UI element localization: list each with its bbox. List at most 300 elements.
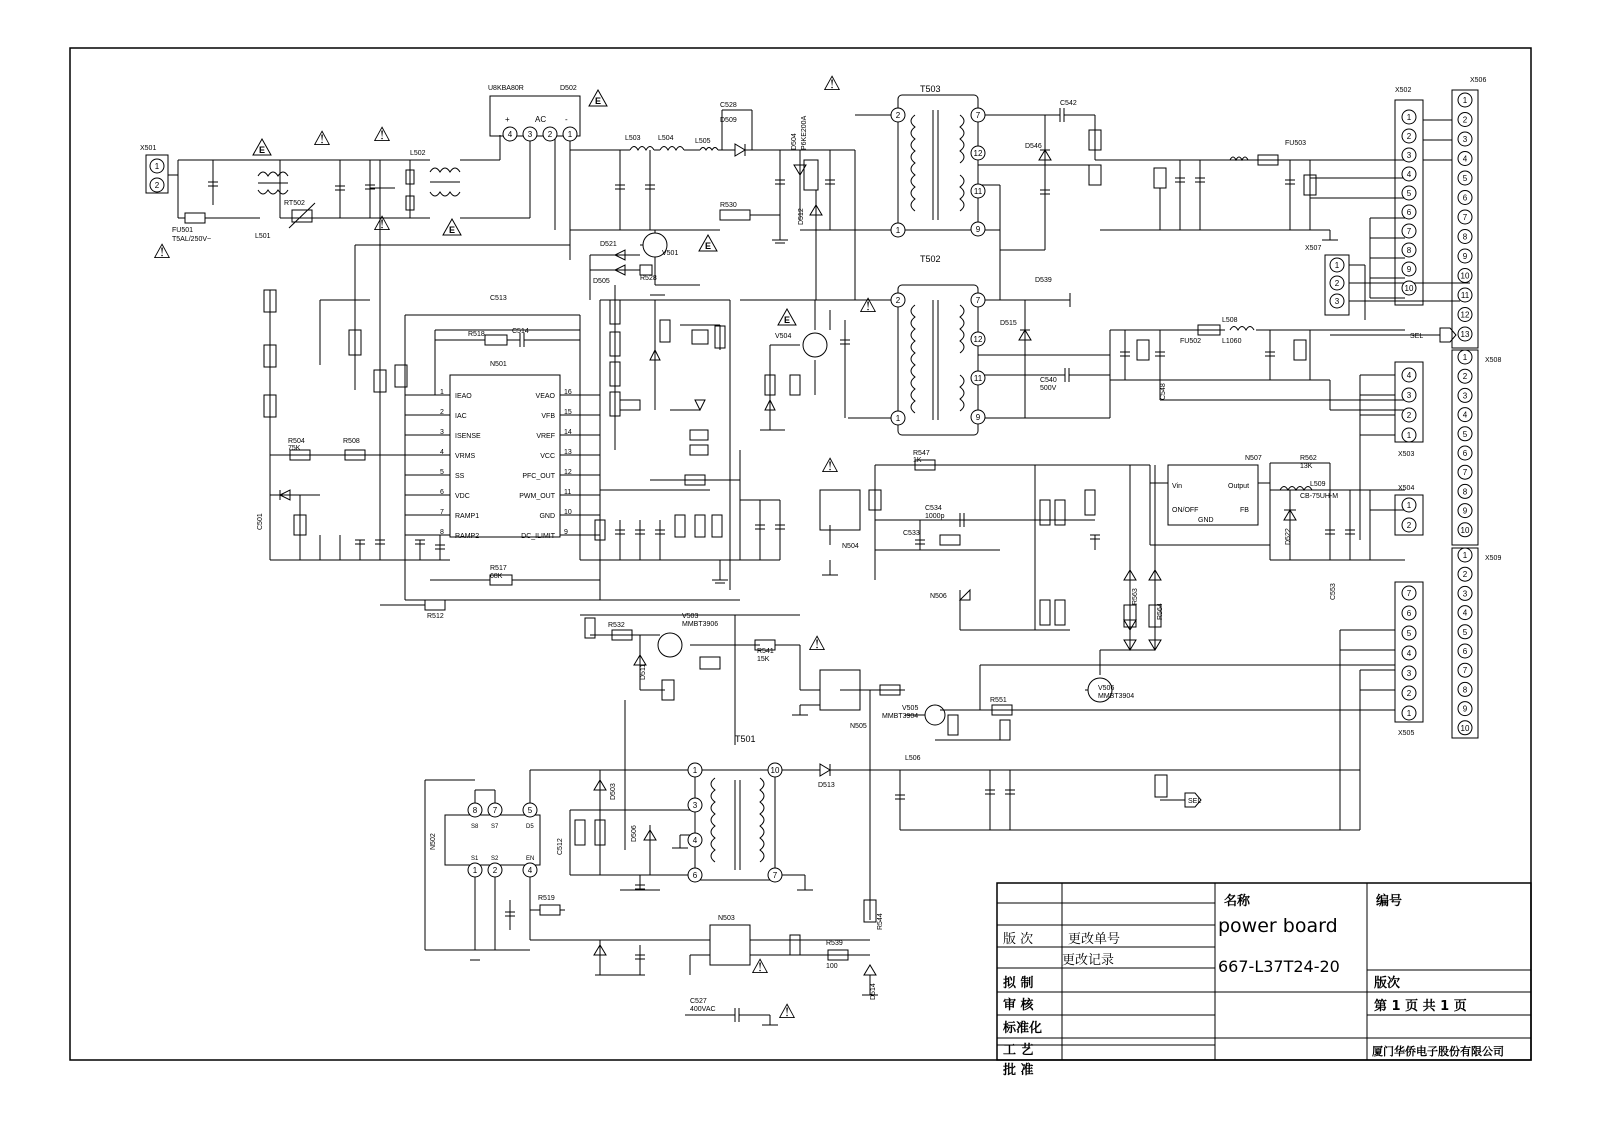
- x502-pin-1: [1402, 110, 1416, 124]
- label-r539-val: 100: [826, 963, 838, 970]
- x509-pin-1: [1458, 548, 1472, 562]
- x508-pin-9: [1458, 504, 1472, 518]
- label-x502: X502: [1395, 87, 1412, 94]
- label-c527-val: 400VAC: [690, 1006, 716, 1013]
- x506-pin-10: [1458, 269, 1472, 283]
- svg-text:10: 10: [1460, 271, 1470, 281]
- svg-text:6: 6: [1462, 647, 1468, 656]
- svg-text:2: 2: [1406, 132, 1412, 141]
- svg-text:E: E: [594, 96, 602, 106]
- t503-right-pin-7: [971, 108, 985, 122]
- label-d522: D522: [1285, 528, 1292, 545]
- label-r512: R512: [427, 613, 444, 620]
- x507-pin-1: [1330, 258, 1344, 272]
- svg-text:S8: S8: [471, 824, 479, 830]
- svg-text:3: 3: [1462, 589, 1468, 599]
- svg-text:1: 1: [1462, 96, 1468, 105]
- x503-pin-3: [1402, 388, 1416, 402]
- x508-pin-6: [1458, 446, 1472, 460]
- label-c528: C528: [720, 102, 737, 109]
- n501-pin-name: VREF: [536, 433, 555, 440]
- label-n507-out: Output: [1228, 483, 1250, 490]
- label-d504-val: P6KE200A: [801, 115, 808, 150]
- x502-pin-6: [1402, 205, 1416, 219]
- label-r517-val: 68K: [490, 573, 503, 580]
- label-d502: D502: [560, 85, 577, 92]
- label-x508: X508: [1485, 357, 1502, 364]
- x508-pin-7: [1458, 465, 1472, 479]
- label-d511: D511: [640, 663, 647, 680]
- svg-text:D5: D5: [526, 824, 534, 830]
- label-r504: R504: [288, 438, 305, 445]
- t501-right-pin-10: [768, 763, 782, 777]
- x502-pin-8: [1402, 243, 1416, 257]
- svg-text:8: 8: [1462, 487, 1468, 497]
- label-d503: D503: [610, 783, 617, 800]
- svg-text:2: 2: [1406, 411, 1412, 420]
- label-c548: C548: [1160, 383, 1167, 400]
- t501-left-pin-4: [688, 833, 702, 847]
- x502-pin-7: [1402, 224, 1416, 238]
- t502-right-pin-9: [971, 410, 985, 424]
- x503-pin-4: [1402, 368, 1416, 382]
- t502-right-pin-11: [971, 371, 985, 385]
- n501-pin-num: 16: [564, 389, 572, 396]
- label-r530: R530: [720, 202, 737, 209]
- label-v506: V506: [1098, 685, 1115, 692]
- label-n502: N502: [430, 833, 437, 850]
- n501-pin-num: 3: [440, 429, 444, 436]
- label-n507: N507: [1245, 455, 1262, 462]
- n501-pin-name: ISENSE: [455, 433, 481, 440]
- svg-text:6: 6: [1406, 609, 1412, 618]
- bridge-pin-2: [543, 127, 557, 141]
- svg-text:2: 2: [1406, 521, 1412, 530]
- svg-text:3: 3: [1406, 669, 1412, 678]
- svg-text:5: 5: [1462, 627, 1468, 637]
- warning-icon: ⚠: [153, 241, 171, 263]
- label-fu501-rating: T5AL/250V~: [172, 236, 212, 243]
- x506-pin-5: [1458, 171, 1472, 185]
- x509-pin-2: [1458, 567, 1472, 581]
- warning-icon: ⚠: [823, 73, 841, 95]
- svg-text:9: 9: [1462, 506, 1468, 516]
- svg-text:S2: S2: [491, 856, 499, 862]
- label-x507: X507: [1305, 245, 1322, 252]
- tb-row-approve: 批 准: [1003, 1063, 1034, 1078]
- svg-text:2: 2: [547, 130, 553, 139]
- svg-text:12: 12: [973, 335, 983, 344]
- x508-pin-1: [1458, 350, 1472, 364]
- label-c514: C514: [512, 328, 529, 335]
- x506-pin-13: [1458, 327, 1472, 341]
- label-r508: R508: [343, 438, 360, 445]
- svg-text:7: 7: [1462, 213, 1468, 222]
- label-c512: C512: [557, 838, 564, 855]
- x509-pin-7: [1458, 663, 1472, 677]
- svg-text:2: 2: [1334, 279, 1340, 288]
- svg-text:EN: EN: [526, 856, 535, 862]
- n501-pin-name: PFC_OUT: [522, 473, 555, 480]
- n501-pin-name: VDC: [455, 493, 470, 500]
- label-sel-1: SEL: [1410, 333, 1424, 340]
- svg-text:11: 11: [1460, 291, 1470, 300]
- x502-pin-2: [1402, 129, 1416, 143]
- n501-pin-num: 5: [440, 469, 444, 476]
- svg-text:1: 1: [1334, 261, 1340, 270]
- svg-text:E: E: [783, 315, 791, 325]
- svg-text:S7: S7: [491, 824, 499, 830]
- label-t503: T503: [920, 84, 941, 94]
- x501-pin-2: [150, 178, 164, 192]
- label-l508-val: L1060: [1222, 338, 1242, 345]
- bridge-pin-3: [523, 127, 537, 141]
- svg-text:E: E: [258, 145, 266, 155]
- svg-text:4: 4: [1462, 608, 1468, 618]
- svg-text:7: 7: [975, 111, 981, 120]
- svg-text:5: 5: [1462, 174, 1468, 183]
- svg-text:E: E: [448, 225, 456, 235]
- x502-pin-3: [1402, 148, 1416, 162]
- tb-version-label: 版次: [1374, 976, 1401, 991]
- warning-icon: ⚠: [373, 124, 391, 146]
- x503-pin-1: [1402, 428, 1416, 442]
- svg-text:5: 5: [527, 806, 533, 815]
- svg-text:10: 10: [1460, 525, 1470, 535]
- x502-pin-10: [1402, 281, 1416, 295]
- label-l509: L509: [1310, 481, 1326, 488]
- warning-icon: ⚠: [373, 213, 391, 235]
- warning-icon: ⚠: [751, 956, 769, 978]
- svg-text:3: 3: [1406, 391, 1412, 400]
- x506-pin-12: [1458, 308, 1472, 322]
- svg-text:2: 2: [492, 866, 498, 875]
- svg-text:4: 4: [1406, 371, 1412, 380]
- tb-number-label: 编号: [1376, 894, 1403, 909]
- t503-left-pin-2: [891, 108, 905, 122]
- label-n505: N505: [850, 723, 867, 730]
- x509-pin-3: [1458, 586, 1472, 600]
- label-c540: C540: [1040, 377, 1057, 384]
- label-r541-val: 15K: [757, 656, 770, 663]
- svg-text:12: 12: [1460, 310, 1470, 320]
- n501-pin-num: 7: [440, 509, 444, 516]
- svg-text:E: E: [704, 241, 712, 251]
- svg-text:3: 3: [1406, 151, 1412, 160]
- svg-text:2: 2: [154, 181, 160, 190]
- label-x505: X505: [1398, 730, 1415, 737]
- label-t501: T501: [735, 734, 756, 744]
- n501-pin-name: RAMP2: [455, 533, 480, 540]
- n501-pin-name: RAMP1: [455, 513, 480, 520]
- label-c542: C542: [1060, 100, 1077, 107]
- svg-text:6: 6: [1406, 208, 1412, 217]
- t502-left-pin-2: [891, 293, 905, 307]
- x506-pin-7: [1458, 210, 1472, 224]
- label-rt502: RT502: [284, 200, 305, 207]
- label-fu503: FU503: [1285, 140, 1307, 147]
- label-d505: D505: [593, 278, 610, 285]
- label-r547: R547: [913, 450, 930, 457]
- x508-pin-10: [1458, 523, 1472, 537]
- t503-left-pin-1: [891, 223, 905, 237]
- t502-right-pin-12: [971, 332, 985, 346]
- n501-pin-num: 12: [564, 469, 572, 476]
- svg-text:1: 1: [692, 766, 698, 775]
- label-r541: R541: [757, 648, 774, 655]
- x502-pin-9: [1402, 262, 1416, 276]
- label-n504: N504: [842, 543, 859, 550]
- tb-page-info: 第 1 页 共 1 页: [1374, 999, 1467, 1014]
- tb-col-version: 版 次: [1003, 932, 1034, 947]
- svg-text:2: 2: [895, 111, 901, 120]
- t503-right-pin-11: [971, 184, 985, 198]
- label-d512: D512: [798, 208, 805, 225]
- label-n507-fb: FB: [1240, 507, 1249, 514]
- x509-pin-10: [1458, 721, 1472, 735]
- x506-pin-4: [1458, 152, 1472, 166]
- x506-pin-1: [1458, 93, 1472, 107]
- svg-text:4: 4: [527, 866, 533, 875]
- label-c534: C534: [925, 505, 942, 512]
- x502-pin-4: [1402, 167, 1416, 181]
- x508-pin-8: [1458, 484, 1472, 498]
- x509-pin-9: [1458, 702, 1472, 716]
- svg-text:1: 1: [1462, 353, 1468, 362]
- warning-icon: ⚠: [778, 1001, 796, 1023]
- svg-text:1: 1: [895, 414, 901, 423]
- svg-text:1: 1: [567, 130, 573, 139]
- x505-pin-4: [1402, 646, 1416, 660]
- label-bridge-part: U8KBA80R: [488, 85, 524, 92]
- label-x503: X503: [1398, 451, 1415, 458]
- label-d546: D546: [1025, 143, 1042, 150]
- svg-text:5: 5: [1406, 189, 1412, 198]
- label-sel-2: SEL: [1188, 798, 1202, 805]
- n501-pin-num: 6: [440, 489, 444, 496]
- x508-pin-3: [1458, 388, 1472, 402]
- label-n501: N501: [490, 361, 507, 368]
- tb-name-label: 名称: [1224, 894, 1251, 909]
- warning-icon: ⚠: [808, 633, 826, 655]
- label-r532: R532: [608, 622, 625, 629]
- x503-pin-2: [1402, 408, 1416, 422]
- label-l502: L502: [410, 150, 426, 157]
- label-x504: X504: [1398, 485, 1415, 492]
- label-fu502: FU502: [1180, 338, 1202, 345]
- x505-pin-6: [1402, 606, 1416, 620]
- n501-pin-name: SS: [455, 473, 465, 480]
- svg-text:11: 11: [973, 374, 983, 383]
- svg-text:S1: S1: [471, 856, 479, 862]
- label-r517: R517: [490, 565, 507, 572]
- svg-text:10: 10: [770, 766, 780, 775]
- label-v503: V503: [682, 613, 699, 620]
- label-r563: R563: [1132, 588, 1139, 605]
- label-r528: R528: [640, 275, 657, 282]
- label-c527: C527: [690, 998, 707, 1005]
- label-d506: D506: [631, 825, 638, 842]
- svg-text:12: 12: [973, 149, 983, 158]
- label-v504: V504: [775, 333, 792, 340]
- warning-icon: ⚠: [313, 128, 331, 150]
- svg-text:8: 8: [1462, 232, 1468, 242]
- svg-text:1: 1: [472, 866, 478, 875]
- t502-left-pin-1: [891, 411, 905, 425]
- tb-row-draft: 拟 制: [1003, 976, 1034, 991]
- label-r518: R518: [468, 331, 485, 338]
- label-v501: V501: [662, 250, 679, 257]
- n501-pin-num: 9: [564, 529, 568, 536]
- label-l505: L505: [695, 138, 711, 145]
- x506-pin-2: [1458, 113, 1472, 127]
- warning-icon: ⚠: [821, 455, 839, 477]
- label-l503: L503: [625, 135, 641, 142]
- n501-pin-num: 10: [564, 509, 572, 516]
- n501-pin-name: VEAO: [535, 393, 555, 400]
- svg-text:7: 7: [1406, 227, 1412, 236]
- svg-text:6: 6: [692, 871, 698, 880]
- n501-pin-name: PWM_OUT: [519, 493, 555, 500]
- svg-text:9: 9: [1406, 265, 1412, 274]
- n501-pin-name: GND: [539, 513, 555, 520]
- label-fu501: FU501: [172, 227, 194, 234]
- n501-pin-name: VRMS: [455, 453, 476, 460]
- x505-pin-5: [1402, 626, 1416, 640]
- svg-text:3: 3: [692, 801, 698, 810]
- svg-text:2: 2: [1462, 372, 1468, 382]
- n501-pin-num: 15: [564, 409, 572, 416]
- x505-pin-1: [1402, 706, 1416, 720]
- label-n507-vin: Vin: [1172, 483, 1182, 490]
- svg-text:4: 4: [1462, 154, 1468, 164]
- x507-pin-2: [1330, 276, 1344, 290]
- label-n507-gnd: GND: [1198, 517, 1214, 524]
- svg-text:4: 4: [1462, 410, 1468, 420]
- svg-text:2: 2: [1462, 115, 1468, 125]
- label-d504: D504: [791, 133, 798, 150]
- label-r562: R562: [1300, 455, 1317, 462]
- label-r551: R551: [990, 697, 1007, 704]
- n501-pin-num: 13: [564, 449, 572, 456]
- tb-col-change-no: 更改单号: [1068, 932, 1121, 947]
- label-r539: R539: [826, 940, 843, 947]
- label-c533: C533: [903, 530, 920, 537]
- svg-text:4: 4: [692, 836, 698, 845]
- x509-pin-4: [1458, 606, 1472, 620]
- bridge-sign: +: [505, 115, 510, 124]
- svg-text:9: 9: [1462, 252, 1468, 261]
- x505-pin-3: [1402, 666, 1416, 680]
- svg-text:4: 4: [1406, 170, 1412, 179]
- x508-pin-2: [1458, 369, 1472, 383]
- svg-text:4: 4: [1406, 649, 1412, 658]
- n501-pin-name: IEAO: [455, 393, 472, 400]
- label-v503-val: MMBT3906: [682, 621, 719, 628]
- svg-text:2: 2: [895, 296, 901, 305]
- label-v505: V505: [902, 705, 919, 712]
- label-n507-onoff: ON/OFF: [1172, 507, 1199, 514]
- label-r504-val: 75K: [288, 445, 301, 452]
- x506-pin-9: [1458, 249, 1472, 263]
- label-d509: D509: [720, 117, 737, 124]
- t503-right-pin-12: [971, 146, 985, 160]
- svg-text:11: 11: [973, 187, 983, 196]
- x504-pin-1: [1402, 498, 1416, 512]
- label-x506: X506: [1470, 77, 1487, 84]
- svg-text:1: 1: [154, 162, 160, 171]
- tb-row-standard: 标准化: [1003, 1021, 1043, 1036]
- x501-pin-1: [150, 159, 164, 173]
- label-v505-val: MMBT3904: [882, 713, 919, 720]
- x509-pin-8: [1458, 682, 1472, 696]
- label-r564: R564: [1157, 603, 1164, 620]
- bridge-pin-1: [563, 127, 577, 141]
- svg-text:6: 6: [1462, 193, 1468, 203]
- t502-right-pin-7: [971, 293, 985, 307]
- x509-pin-5: [1458, 625, 1472, 639]
- x504-pin-2: [1402, 518, 1416, 532]
- svg-text:5: 5: [1406, 629, 1412, 638]
- label-c540-val: 500V: [1040, 385, 1057, 392]
- x506-pin-11: [1458, 288, 1472, 302]
- label-x501: X501: [140, 145, 157, 152]
- n501-pin-name: IAC: [455, 413, 467, 420]
- tb-company: 厦门华侨电子股份有限公司: [1372, 1045, 1504, 1058]
- svg-text:9: 9: [1462, 704, 1468, 714]
- svg-text:9: 9: [975, 413, 981, 422]
- svg-text:1: 1: [1406, 431, 1412, 440]
- label-d513: D513: [818, 782, 835, 789]
- svg-text:8: 8: [1406, 246, 1412, 255]
- label-d521: D521: [600, 241, 617, 248]
- label-c513: C513: [490, 295, 507, 302]
- n501-pin-num: 8: [440, 529, 444, 536]
- svg-text:3: 3: [1462, 135, 1468, 144]
- n501-pin-name: VCC: [540, 453, 555, 460]
- n501-pin-num: 4: [440, 449, 444, 456]
- svg-text:8: 8: [1462, 685, 1468, 695]
- x508-pin-5: [1458, 427, 1472, 441]
- x507-pin-3: [1330, 294, 1344, 308]
- n501-pin-num: 1: [440, 389, 444, 396]
- svg-text:9: 9: [975, 225, 981, 234]
- n501-pin-num: 11: [564, 489, 572, 496]
- label-c553: C553: [1330, 583, 1337, 600]
- label-l504: L504: [658, 135, 674, 142]
- x509-pin-6: [1458, 644, 1472, 658]
- label-n503: N503: [718, 915, 735, 922]
- tb-row-review: 审 核: [1003, 998, 1034, 1013]
- svg-text:2: 2: [1462, 570, 1468, 580]
- t501-left-pin-1: [688, 763, 702, 777]
- svg-text:1: 1: [1406, 113, 1412, 122]
- svg-text:1: 1: [895, 226, 901, 235]
- svg-text:8: 8: [472, 806, 478, 815]
- svg-text:7: 7: [492, 806, 498, 815]
- svg-text:7: 7: [1462, 468, 1468, 478]
- bridge-sign: AC: [535, 115, 547, 124]
- label-l509-val: CB-75UH-M: [1300, 493, 1339, 500]
- n501-pin-num: 2: [440, 409, 444, 416]
- n501-pin-name: VFB: [541, 413, 555, 420]
- n501-pin-num: 14: [564, 429, 572, 436]
- label-r544: R544: [877, 913, 884, 930]
- svg-text:1: 1: [1406, 501, 1412, 510]
- x508-pin-4: [1458, 408, 1472, 422]
- svg-text:10: 10: [1404, 284, 1414, 293]
- label-d514: D514: [870, 983, 877, 1000]
